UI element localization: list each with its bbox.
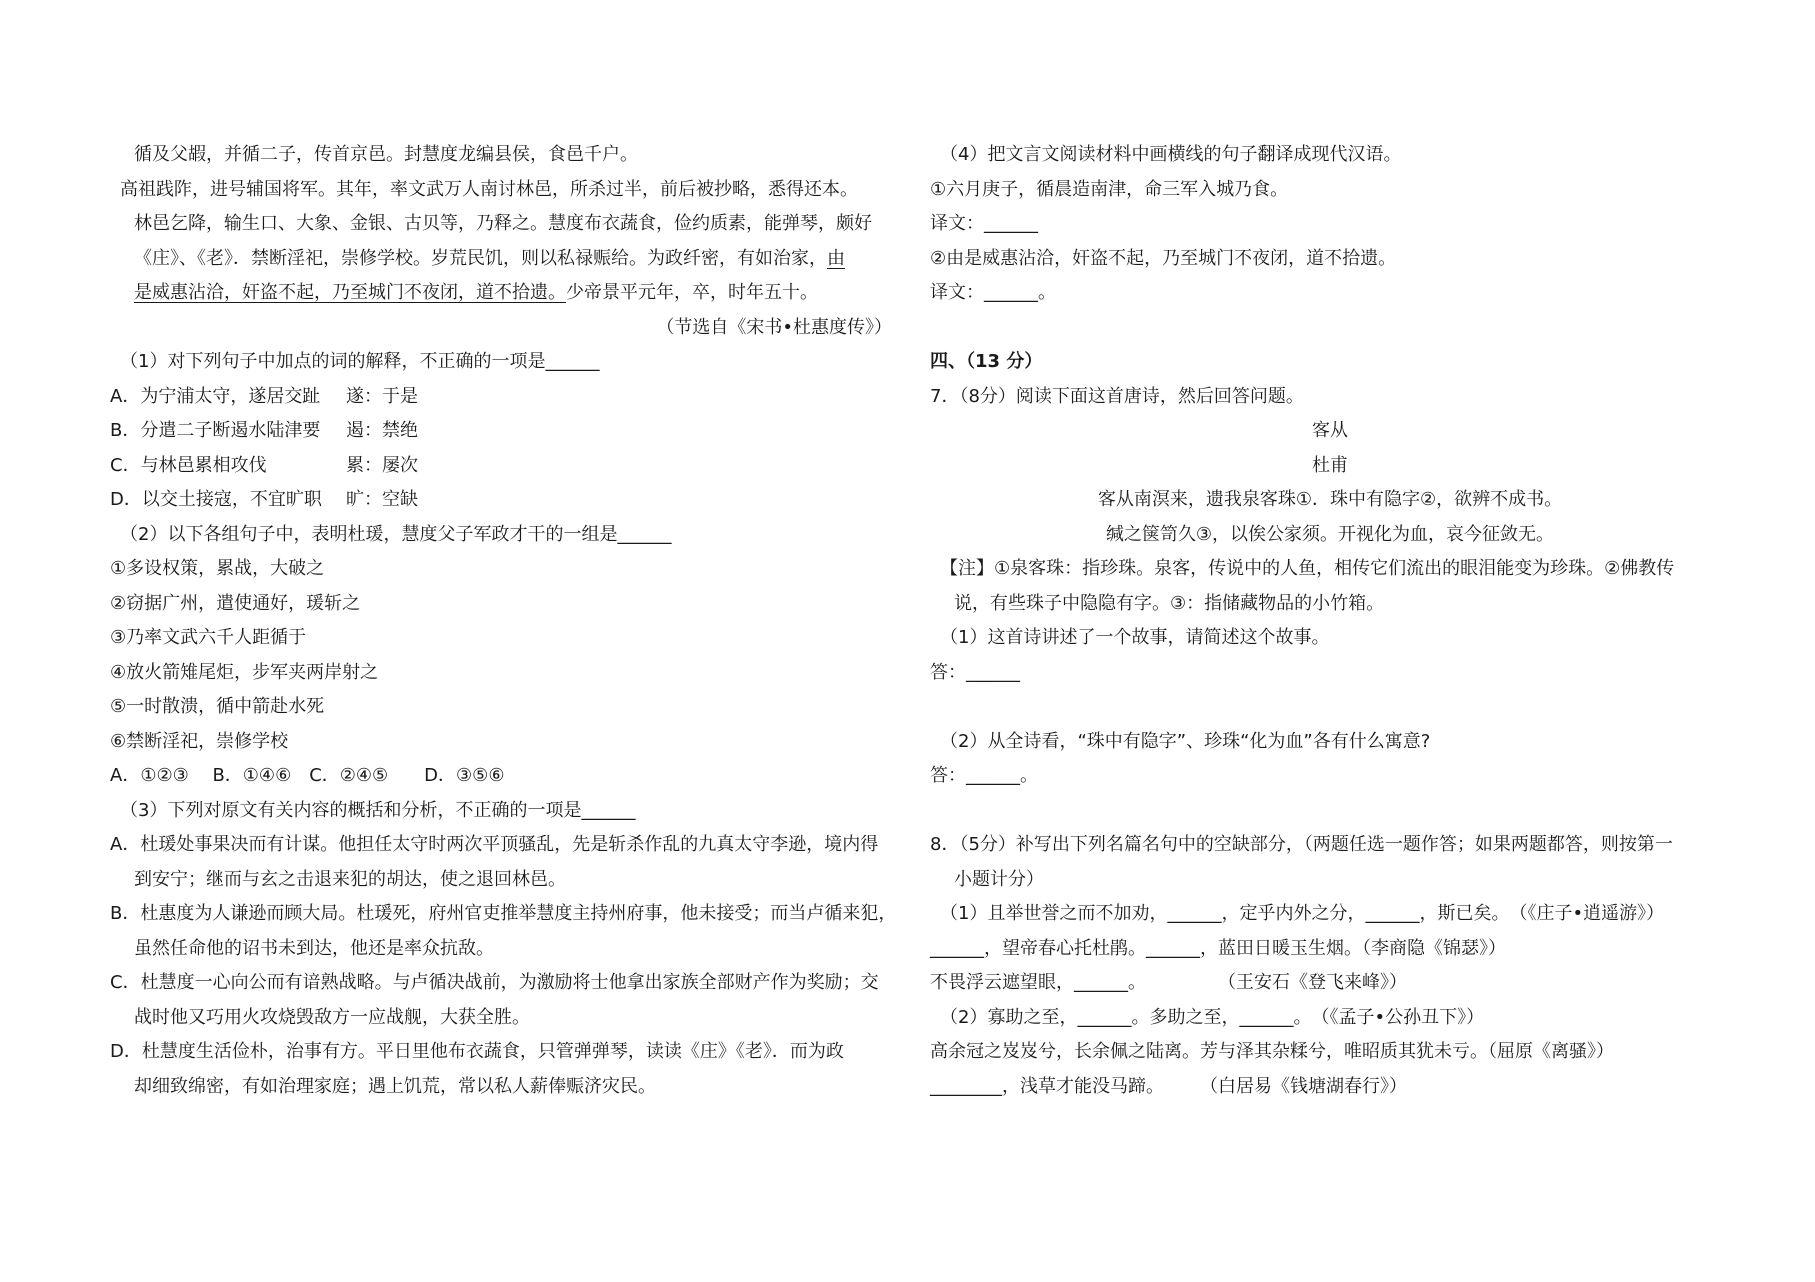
passage-line [110,242,900,277]
spacer [930,690,1730,725]
spacer [930,311,1730,346]
answer-blank: 答：______ [930,661,1020,683]
poem-line: 缄之箧笥久③，以俟公家须。开视化为血，哀今征敛无。 [1105,523,1555,545]
question-stem: （2）以下各组句子中，表明杜瑗，慧度父子军政才干的一组是______ [120,523,672,545]
poem-author: 杜甫 [1312,454,1348,476]
underlined-sentence: 是威惠沾洽，奸盗不起，乃至城门不夜闭，道不拾遗。 [134,282,566,303]
option-row [110,483,900,518]
sentence: ②由是威惠沾洽，奸盗不起，乃至城门不夜闭，道不拾遗。 [930,247,1397,269]
poem-line: 客从南溟来，遗我泉客珠①．珠中有隐字②，欲辨不成书。 [1097,489,1563,510]
question-stem: （1）这首诗讲述了一个故事，请简述这个故事。 [940,627,1330,648]
passage-text: 少帝景平元年，卒，时年五十。 [566,282,818,303]
fill-line: 不畏浮云遮望眼，______。 （王安石《登飞来峰》） [930,972,1407,993]
section-title: 四、（13 分） [930,351,1043,372]
passage-line: 循及父嘏，并循二子，传首京邑。封慧度龙编县侯，食邑千户。 [134,144,638,165]
answer-blank: 译文：______。 [930,282,1056,303]
spacer [930,794,1730,829]
passage-line: 林邑乞降，输生口、大象、金银、古贝等，乃释之。慧度布衣蔬食，俭约质素，能弹琴，颇好 [134,213,872,234]
list-item: ④放火箭雉尾炬，步军夹两岸射之 [110,661,379,683]
left-column [110,138,900,1104]
option-line: B．杜惠度为人谦逊而顾大局。杜瑗死，府州官吏推举慧度主持州府事，他未接受；而当卢循来犯， [110,903,897,924]
passage-text: 《庄》、《老》．禁断淫祀，崇修学校。岁荒民饥，则以私禄赈给。为政纤密，有如治家， [134,247,827,269]
fill-line: ________，浅草才能没马蹄。 （白居易《钱塘湖春行》） [930,1075,1407,1097]
option-row [110,449,900,484]
option-text: A．为宁浦太守，遂居交趾 [110,385,321,407]
question-stem: （1）对下列句子中加点的词的解释，不正确的一项是______ [120,351,600,372]
fill-line: ______，望帝春心托杜鹃。______，蓝田日暖玉生烟。（李商隐《锦瑟》） [930,937,1506,959]
question-stem: 小题计分） [954,868,1044,890]
passage-source: （节选自《宋书•杜惠度传》） [656,316,892,338]
option-note: 遂：于是 [346,385,418,407]
option-text: B．分遣二子断遏水陆津要 [110,420,321,441]
option-line: 到安宁；继而与玄之击退来犯的胡达，使之退回林邑。 [134,868,566,890]
option-line: 战时他又巧用火攻烧毁敌方一应战舰，大获全胜。 [134,1006,530,1028]
question-stem: （2）从全诗看，“珠中有隐字”、珍珠“化为血”各有什么寓意? [940,730,1431,752]
list-item: ⑥禁断淫祀，崇修学校 [110,730,289,752]
choice-row: A．①②③ B．①④⑥ C．②④⑤ D．③⑤⑥ [110,765,505,786]
passage-line: 高祖践阼，进号辅国将军。其年，率文武万人南讨林邑，所杀过半，前后被抄略，悉得还本。 [120,178,858,200]
passage-line [110,276,900,311]
option-text: D．以交土接寇，不宜旷职 [110,489,322,510]
option-line: 却细致绵密，有如治理家庭；遇上饥荒，常以私人薪俸赈济灾民。 [134,1075,656,1097]
option-line: 虽然任命他的诏书未到达，他还是率众抗敌。 [134,937,494,959]
option-text: C．与林邑累相攻伐 [110,454,267,476]
fill-line: （1）且举世誉之而不加劝，______，定乎内外之分，______，斯已矣。 （《庄子•逍遥游》） [940,903,1665,924]
underlined-sentence: 由 [827,247,845,269]
list-item: ②窃据广州，遣使通好，瑗斩之 [110,592,361,614]
question-stem: （4）把文言文阅读材料中画横线的句子翻译成现代汉语。 [940,144,1402,165]
option-line: A．杜瑗处事果决而有计谋。他担任太守时两次平顶骚乱，先是斩杀作乱的九真太守李逊，境内得 [110,834,879,855]
option-line: C．杜慧度一心向公而有谙熟战略。与卢循决战前，为激励将士他拿出家族全部财产作为奖励；交 [110,972,879,993]
option-row [110,380,900,415]
option-line: D．杜慧度生活俭朴，治事有方。平日里他布衣蔬食，只管弹弹琴，读读《庄》《老》．而为政 [110,1041,844,1062]
poem-note: 说，有些珠子中隐隐有字。③：指储藏物品的小竹箱。 [954,592,1385,614]
list-item: ③乃率文武六千人距循于 [110,627,307,648]
list-item: ⑤一时散溃，循中箭赴水死 [110,696,325,717]
fill-line: （2）寡助之至，______。多助之至，______。 （《孟子•公孙丑下》） [940,1006,1485,1028]
question-stem: （3）下列对原文有关内容的概括和分析，不正确的一项是______ [120,799,636,821]
answer-blank: 答：______。 [930,765,1038,786]
question-stem: 8．（5分）补写出下列名篇名句中的空缺部分，（两题任选一题作答；如果两题都答，则按第一 [930,834,1673,855]
option-row [110,414,900,449]
answer-blank: 译文：______ [930,213,1038,234]
option-note: 累：屡次 [346,454,418,476]
poem-note: 【注】①泉客珠：指珍珠。泉客，传说中的人鱼，相传它们流出的眼泪能变为珍珠。②佛教传 [940,558,1675,579]
poem-title: 客从 [1312,420,1348,441]
option-note: 遏：禁绝 [346,420,418,441]
sentence: ①六月庚子，循晨造南津，命三军入城乃食。 [930,178,1289,200]
list-item: ①多设权策，累战，大破之 [110,558,325,579]
question-stem: 7．（8分）阅读下面这首唐诗，然后回答问题。 [930,385,1304,407]
right-column [930,138,1730,1104]
fill-line: 高余冠之岌岌兮，长余佩之陆离。芳与泽其杂糅兮，唯昭质其犹未亏。（屈原《离骚》） [930,1041,1614,1062]
option-note: 旷：空缺 [346,489,418,510]
